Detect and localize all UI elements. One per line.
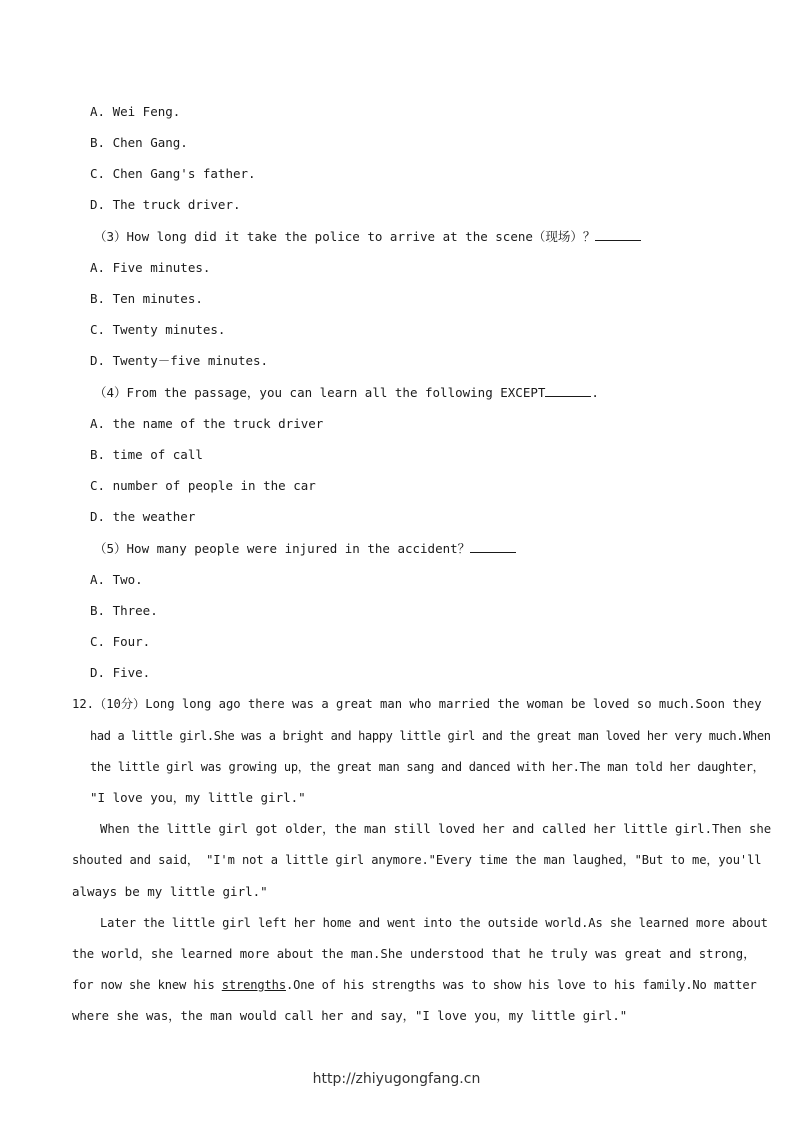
q3-option-d: D. Twenty－five minutes. [90,353,269,368]
q4-option-a: A. the name of the truck driver [90,416,324,431]
q12-line-2: had a little girl.She was a bright and happy little girl and the great man loved her very much.When [90,729,771,743]
q5-option-a: A. Two. [90,572,143,587]
q12-p3-line-3-start: for now she knew his [72,978,222,992]
q12-line-3: the little girl was growing up，the great man sang and danced with her.The man told her daughter， [90,760,765,774]
q4-option-b: B. time of call [90,447,203,462]
q4-stem-line [94,384,599,401]
q5-option-d: D. Five. [90,665,151,680]
q2-option-a: A. Wei Feng. [90,104,181,119]
q5-stem: （5）How many people were injured in the accident？ [94,541,471,556]
q3-answer-blank[interactable] [595,228,641,241]
q3-stem-line [94,228,641,245]
q2-option-d: D. The truck driver. [90,197,241,212]
q3-option-b: B. Ten minutes. [90,291,203,306]
q4-answer-blank[interactable] [545,384,591,397]
q12-p3-line-2: the world，she learned more about the man.She understood that he truly was great and strong， [72,947,756,961]
q2-option-b: B. Chen Gang. [90,135,188,150]
q5-option-c: C. Four. [90,634,151,649]
q12-line-1: 12.（10分）Long long ago there was a great man who married the woman be loved so much.Soon they [72,697,762,711]
q5-stem-line [94,540,516,557]
q3-option-a: A. Five minutes. [90,260,211,275]
underlined-word-strengths: strengths [221,978,286,992]
q5-option-b: B. Three. [90,603,158,618]
q3-stem: （3）How long did it take the police to arrive at the scene（现场）？ [94,229,596,244]
q12-p2-line-2: shouted and said， "I'm not a little girl anymore."Every time the man laughed，"But to me，you'll [72,853,762,867]
q4-stem: （4）From the passage，you can learn all the following EXCEPT [94,385,546,400]
q12-p3-line-1: Later the little girl left her home and went into the outside world.As she learned more about [100,916,768,930]
q4-option-c: C. number of people in the car [90,478,316,493]
q12-p2-line-3: always be my little girl." [72,884,268,899]
q4-option-d: D. the weather [90,509,196,524]
footer-url: http://zhiyugongfang.cn [312,1071,481,1087]
q5-answer-blank[interactable] [470,540,516,553]
q2-option-c: C. Chen Gang's father. [90,166,256,181]
q3-option-c: C. Twenty minutes. [90,322,226,337]
q12-p3-line-3 [72,977,757,993]
q4-stem-end: . [591,385,599,400]
q12-line-4: "I love you，my little girl." [90,790,306,805]
q12-p3-line-4: where she was，the man would call her and say，"I love you，my little girl." [72,1009,628,1023]
q12-p3-line-3-end: .One of his strengths was to show his love to his family.No matter [285,978,757,992]
q12-p2-line-1: When the little girl got older，the man still loved her and called her little girl.Then she [100,822,772,836]
